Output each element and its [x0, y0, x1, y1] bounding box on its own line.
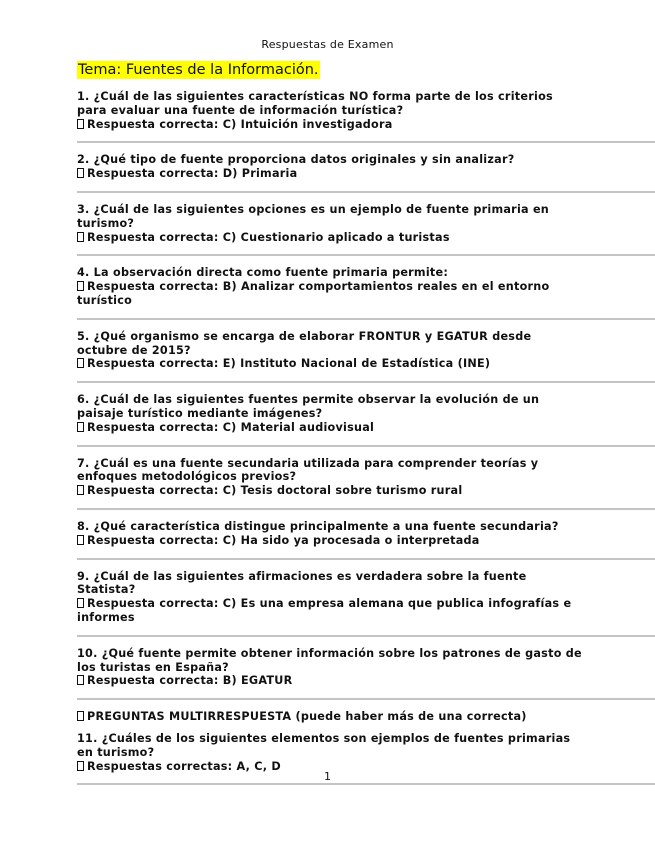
answer-line — [77, 674, 583, 688]
divider — [77, 783, 655, 785]
checkbox-icon — [77, 119, 84, 129]
answer-line — [77, 534, 583, 548]
checkbox-icon — [77, 761, 84, 771]
answer-line — [77, 280, 583, 308]
answer-text: Respuesta correcta: C) Ha sido ya procesada o interpretada — [87, 533, 480, 547]
checkbox-icon — [77, 675, 84, 685]
question-text: 3. ¿Cuál de las siguientes opciones es un ejemplo de fuente primaria en turismo? — [77, 202, 550, 230]
question-text: 1. ¿Cuál de las siguientes características NO forma parte de los criterios para evaluar una fuente de información turística? — [77, 90, 553, 117]
question-text: 10. ¿Qué fuente permite obtener información sobre los patrones de gasto de los turistas en España? — [77, 646, 582, 674]
checkbox-icon — [77, 711, 84, 721]
answer-line — [77, 357, 583, 371]
answer-line — [77, 167, 583, 181]
checkbox-icon — [77, 232, 84, 242]
answer-text: Respuesta correcta: B) Analizar comportamientos reales en el entorno turístico — [77, 280, 550, 307]
checkbox-icon — [77, 358, 84, 368]
question-text: 5. ¿Qué organismo se encarga de elaborar FRONTUR y EGATUR desde octubre de 2015? — [77, 329, 532, 357]
multi-answer-heading-text: PREGUNTAS MULTIRRESPUESTA (puede haber más de una correcta) — [87, 710, 527, 724]
answer-list — [77, 90, 583, 795]
answer-text: Respuesta correcta: C) Tesis doctoral sobre turismo rural — [87, 484, 463, 498]
divider — [77, 254, 655, 256]
question-text: 9. ¿Cuál de las siguientes afirmaciones es verdadera sobre la fuente Statista? — [77, 569, 527, 597]
answer-text: Respuestas correctas: A, C, D — [87, 759, 281, 773]
question-block — [77, 203, 583, 244]
question-text: 8. ¿Qué característica distingue principalmente a una fuente secundaria? — [77, 519, 559, 533]
answer-line — [77, 421, 583, 435]
question-block — [77, 457, 583, 498]
answer-line — [77, 118, 583, 132]
answer-text: Respuesta correcta: E) Instituto Nacional de Estadística (INE) — [87, 357, 491, 371]
question-text: 6. ¿Cuál de las siguientes fuentes permite observar la evolución de un paisaje turístico mediante imágenes? — [77, 393, 540, 420]
question-block — [77, 153, 583, 181]
question-text: 2. ¿Qué tipo de fuente proporciona datos originales y sin analizar? — [77, 153, 515, 167]
question-block — [77, 732, 583, 773]
answer-text: Respuesta correcta: C) Cuestionario aplicado a turistas — [87, 230, 450, 244]
page-header: Respuestas de Examen — [261, 38, 394, 51]
question-block — [77, 393, 583, 434]
topic-heading: Tema: Fuentes de la Información. — [78, 62, 319, 78]
question-block — [77, 90, 583, 131]
checkbox-icon — [77, 281, 84, 291]
question-block — [77, 570, 583, 625]
question-text: 7. ¿Cuál es una fuente secundaria utilizada para comprender teorías y enfoques metodológicos previos? — [77, 456, 539, 484]
divider — [77, 698, 655, 700]
answer-text: Respuesta correcta: C) Es una empresa alemana que publica infografías e informes — [77, 597, 572, 624]
divider — [77, 318, 655, 320]
question-block — [77, 520, 583, 548]
divider — [77, 558, 655, 560]
answer-text: Respuesta correcta: B) EGATUR — [87, 674, 293, 688]
divider — [77, 635, 655, 637]
checkbox-icon — [77, 535, 84, 545]
page-number: 1 — [324, 770, 331, 783]
question-block — [77, 330, 583, 371]
answer-text: Respuesta correcta: C) Intuición investigadora — [87, 117, 393, 131]
divider — [77, 381, 655, 383]
divider — [77, 508, 655, 510]
multi-answer-heading — [77, 710, 583, 724]
answer-line — [77, 484, 583, 498]
question-text: 4. La observación directa como fuente primaria permite: — [77, 266, 449, 280]
answer-text: Respuesta correcta: D) Primaria — [87, 167, 298, 181]
checkbox-icon — [77, 485, 84, 495]
question-block — [77, 266, 583, 307]
answer-line — [77, 231, 583, 245]
question-block — [77, 647, 583, 688]
checkbox-icon — [77, 168, 84, 178]
checkbox-icon — [77, 422, 84, 432]
question-text: 11. ¿Cuáles de los siguientes elementos son ejemplos de fuentes primarias en turismo? — [77, 731, 571, 759]
divider — [77, 191, 655, 193]
answer-line — [77, 597, 583, 625]
divider — [77, 141, 655, 143]
checkbox-icon — [77, 598, 84, 608]
divider — [77, 445, 655, 447]
answer-text: Respuesta correcta: C) Material audiovisual — [87, 420, 375, 434]
